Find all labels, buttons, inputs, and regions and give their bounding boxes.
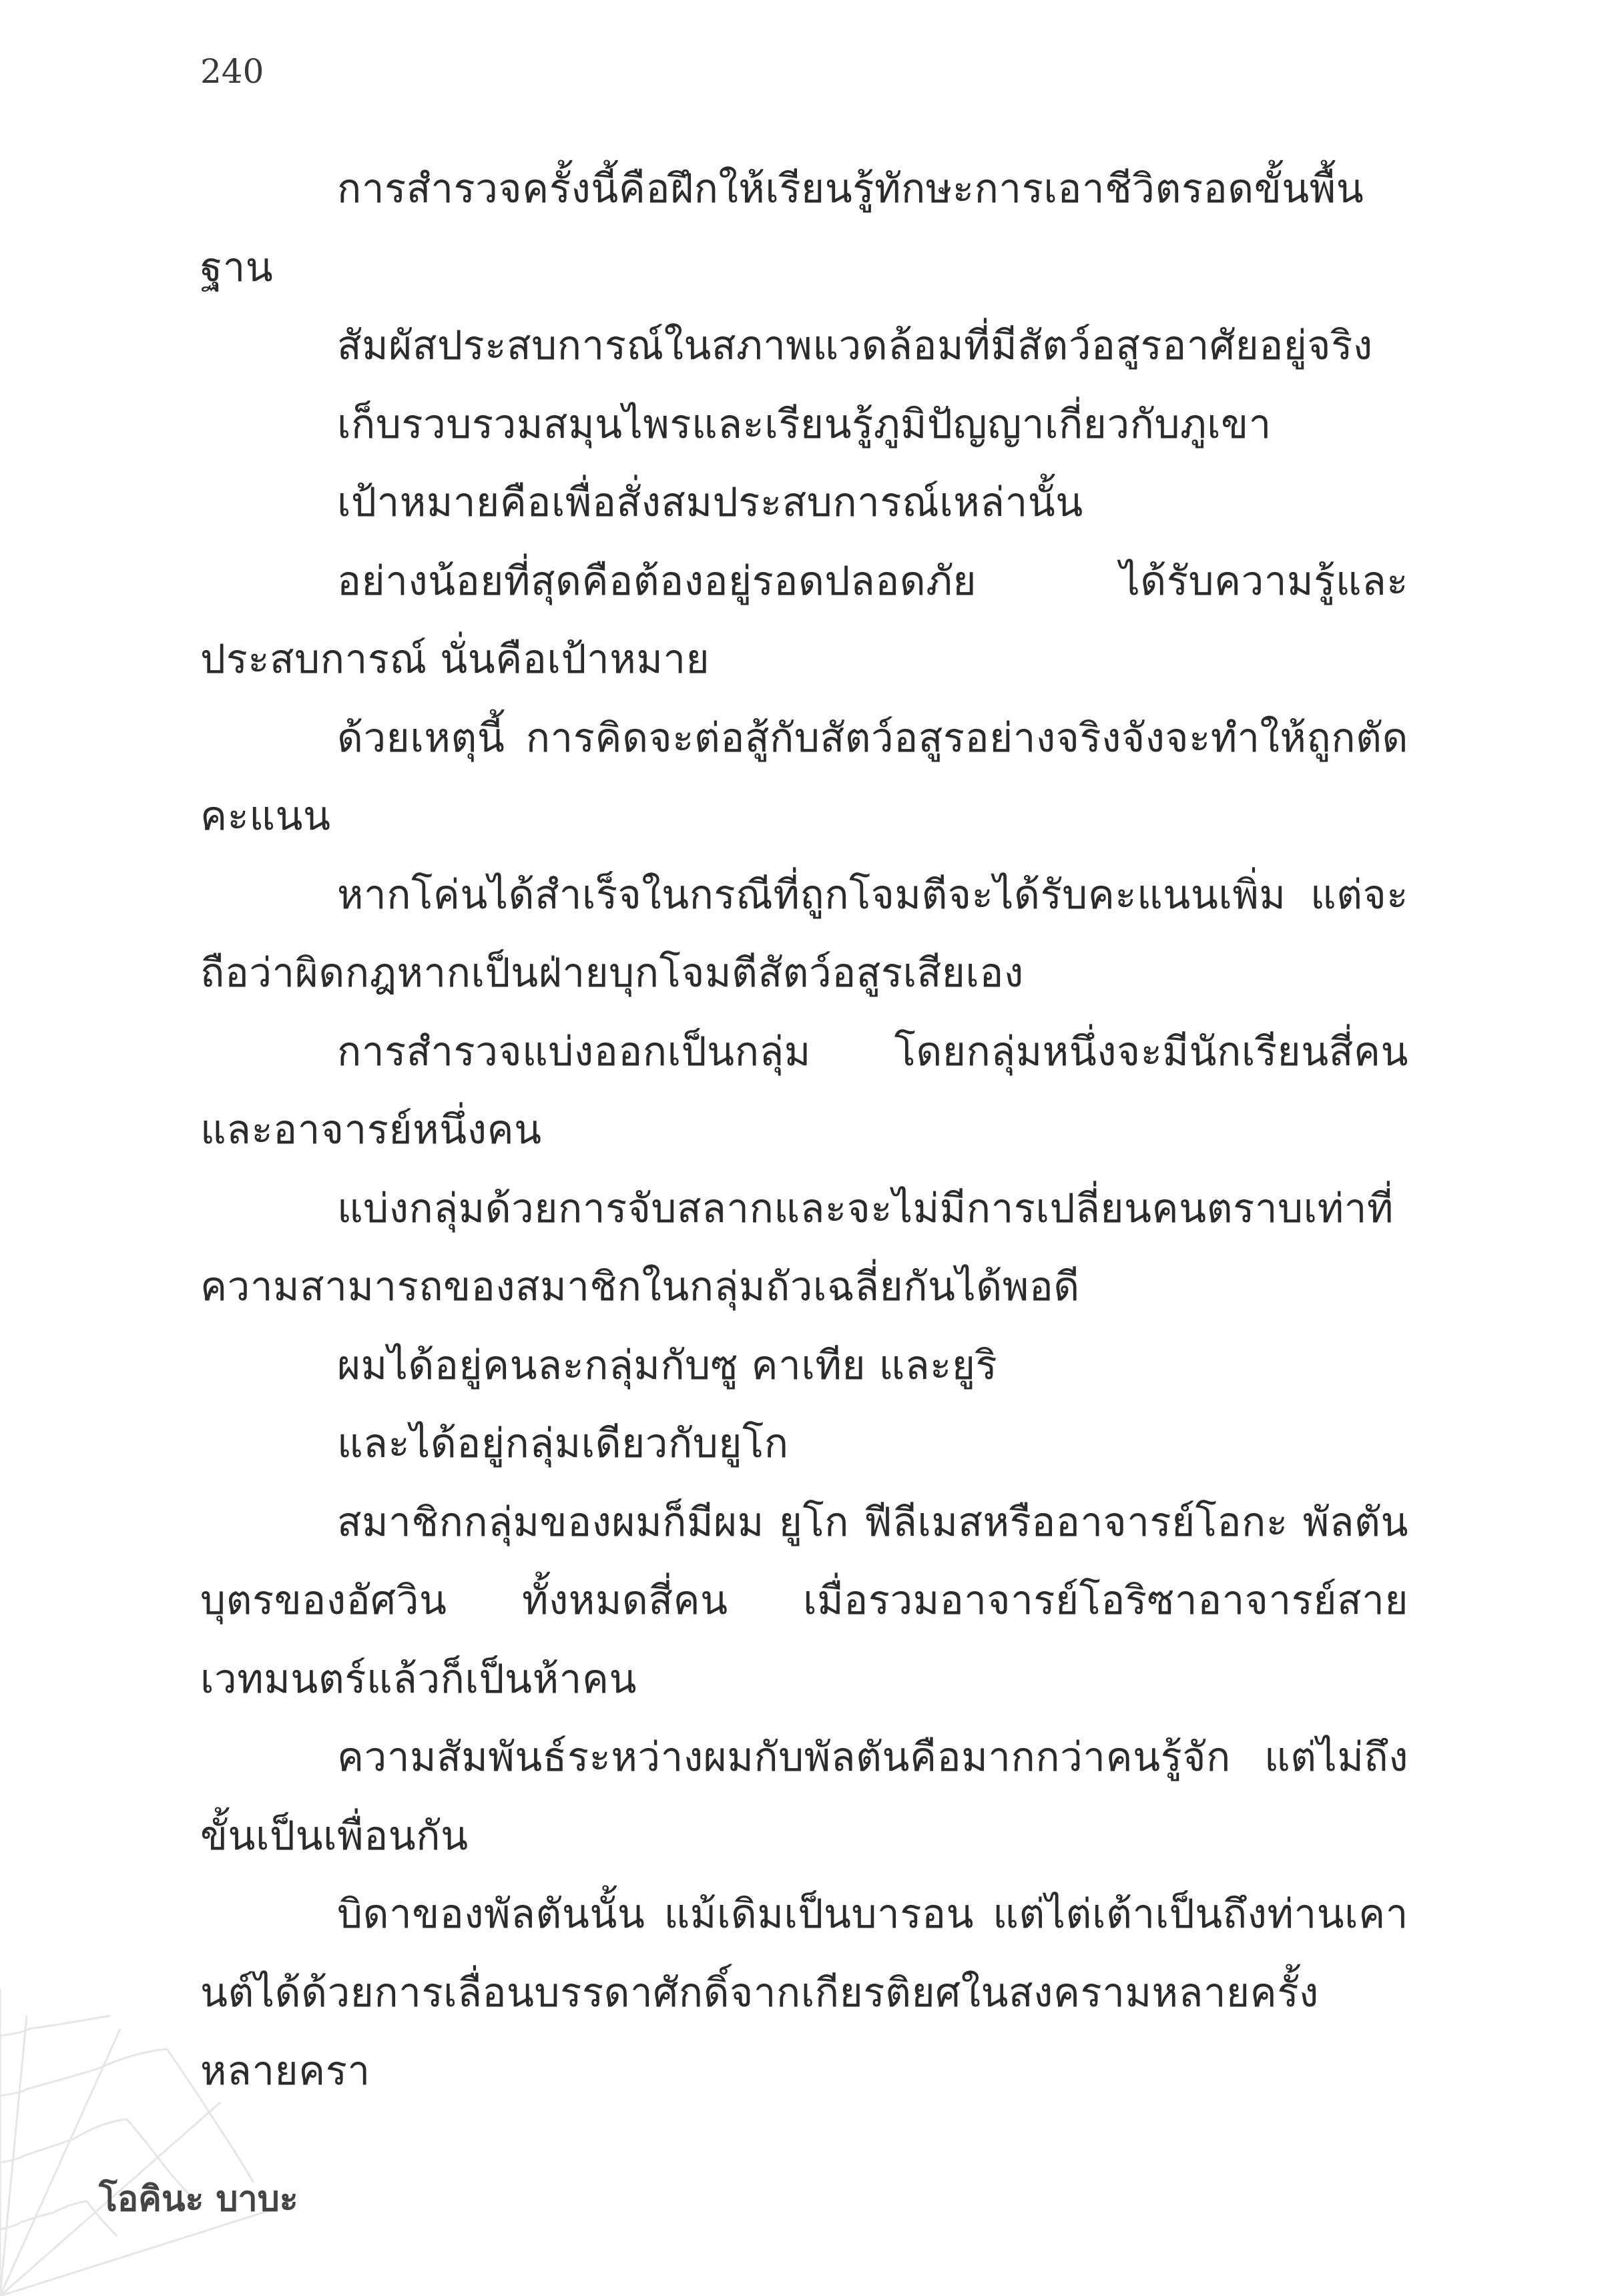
paragraph: การสำรวจแบ่งออกเป็นกลุ่ม โดยกลุ่มหนึ่งจะมีนักเรียนสี่คนและอาจารย์หนึ่งคน [200, 1028, 1408, 1153]
paragraph: บิดาของพัลตันนั้น แม้เดิมเป็นบารอน แต่ไต่เต้าเป็นถึงท่านเคานต์ได้ด้วยการเลื่อนบรรดาศักดิ์จากเกียรติยศในสงครามหลายครั้งหลายครา [200, 1891, 1408, 2094]
spider-web-icon [0, 1989, 280, 2296]
paragraph: อย่างน้อยที่สุดคือต้องอยู่รอดปลอดภัย ได้รับความรู้และประสบการณ์ นั่นคือเป้าหมาย [200, 557, 1408, 683]
paragraph: สัมผัสประสบการณ์ในสภาพแวดล้อมที่มีสัตว์อสูรอาศัยอยู่จริง [337, 322, 1373, 369]
paragraph: สมาชิกกลุ่มของผมก็มีผม ยูโก ฟีลีเมสหรืออาจารย์โอกะ พัลตัน บุตรของอัศวิน ทั้งหมดสี่คน เมื่อรวมอาจารย์โอริซาอาจารย์สายเวทมนตร์แล้วก็เป็นห้าคน [200, 1498, 1408, 1703]
page-number: 240 [200, 52, 264, 91]
paragraph: ด้วยเหตุนี้ การคิดจะต่อสู้กับสัตว์อสูรอย่างจริงจังจะทำให้ถูกตัดคะแนน [200, 714, 1408, 840]
paragraph: แบ่งกลุ่มด้วยการจับสลากและจะไม่มีการเปลี่ยนคนตราบเท่าที่ความสามารถของสมาชิกในกลุ่มถัวเฉลี่ยกันได้พอดี [200, 1185, 1394, 1310]
footer-author: โอคินะ บาบะ [99, 2179, 298, 2219]
paragraph: เป้าหมายคือเพื่อสั่งสมประสบการณ์เหล่านั้น [337, 479, 1083, 526]
paragraph: ความสัมพันธ์ระหว่างผมกับพัลตันคือมากกว่าคนรู้จัก แต่ไม่ถึงขั้นเป็นเพื่อนกัน [200, 1734, 1408, 1859]
paragraph: ผมได้อยู่คนละกลุ่มกับซู คาเทีย และยูริ [337, 1342, 998, 1389]
paragraph: หากโค่นได้สำเร็จในกรณีที่ถูกโจมตีจะได้รับคะแนนเพิ่ม แต่จะถือว่าผิดกฎหากเป็นฝ่ายบุกโจมตีสัตว์อสูรเสียเอง [200, 871, 1408, 996]
paragraph: การสำรวจครั้งนี้คือฝึกให้เรียนรู้ทักษะการเอาชีวิตรอดขั้นพื้นฐาน [200, 166, 1364, 291]
body-text [200, 150, 1408, 2111]
paragraph: และได้อยู่กลุ่มเดียวกับยูโก [337, 1420, 789, 1467]
paragraph: เก็บรวบรวมสมุนไพรและเรียนรู้ภูมิปัญญาเกี่ยวกับภูเขา [337, 400, 1272, 448]
